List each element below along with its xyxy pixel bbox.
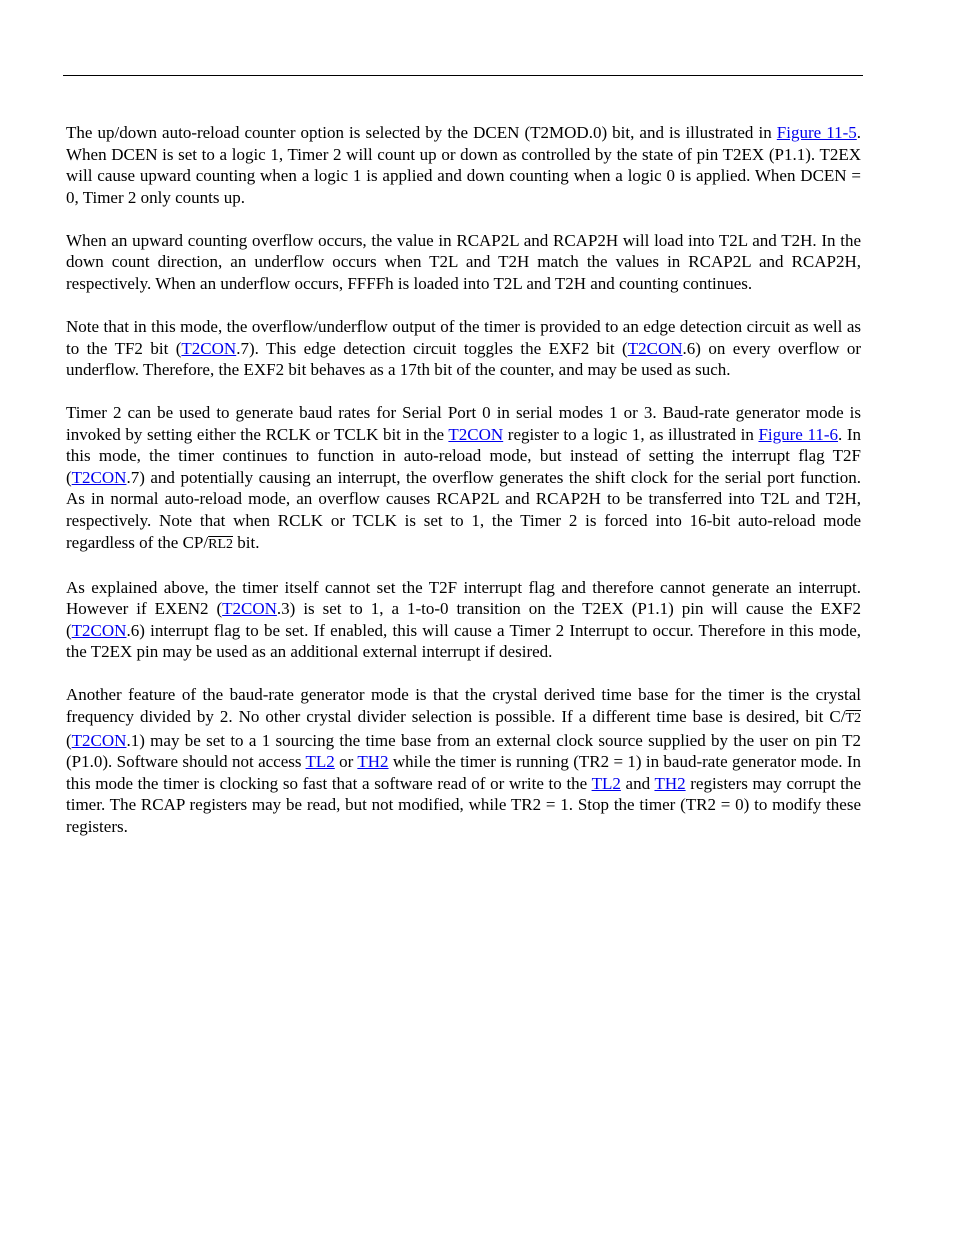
link-t2con[interactable]: T2CON: [222, 599, 277, 619]
link-tl2[interactable]: TL2: [591, 773, 621, 793]
link-th2[interactable]: TH2: [357, 752, 389, 772]
text: The up/down auto-reload counter option is selected by the DCEN (T2MOD.0) bit, and is illustrated in: [66, 123, 777, 142]
text: .3) is set to 1, a 1-to-0 transition on the T2EX (P1.1) pin will cause the EXF2 (: [66, 599, 861, 640]
text: .6) on every overflow or underflow. Therefore, the EXF2 bit behaves as a 17th bit of the counter, and may be used as such.: [66, 338, 861, 380]
link-t2con[interactable]: T2CON: [71, 620, 127, 640]
overline-rl2: RL2: [208, 536, 233, 552]
text: register to a logic 1, as illustrated in: [503, 424, 759, 444]
text: while the timer is running (TR2 = 1) in baud-rate generator mode. In this mode the timer is clocking so fast that a software read of or write to the: [66, 752, 862, 793]
link-t2con[interactable]: T2CON: [71, 730, 127, 750]
paragraph-edge-detection: [66, 316, 861, 381]
link-t2con[interactable]: T2CON: [448, 424, 504, 444]
text: .1) may be set to a 1 sourcing the time base from an external clock source supplied by the user on pin T2 (P1.0). Software should not access: [66, 730, 861, 772]
text: and: [620, 773, 655, 793]
text: Another feature of the baud-rate generator mode is that the crystal derived time base for the timer is the crystal frequency divided by 2. No other crystal divider selection is possible. If a different time base is desired, bit C/: [66, 685, 861, 727]
document-body: [66, 122, 861, 838]
text: .7) and potentially causing an interrupt, the overflow generates the shift clock for the serial port function. As in normal auto-reload mode, an overflow causes RCAP2L and RCAP2H to be transferred into T2L and T2H, respectively. Note that when RCLK or TCLK is set to 1, the Timer 2 is forced into 16-bit auto-reload mode regardless of the CP/: [66, 467, 861, 552]
paragraph-overflow: [66, 230, 861, 295]
paragraph-baud-rate-generator: [66, 402, 861, 555]
link-figure-11-5[interactable]: Figure 11-5: [776, 123, 857, 142]
text: As explained above, the timer itself cannot set the T2F interrupt flag and therefore cannot generate an interrupt. However if EXEN2 (: [66, 577, 861, 619]
paragraph-time-base: [66, 684, 861, 837]
text: (: [66, 730, 72, 750]
text: registers may corrupt the timer. The RCAP registers may be read, but not modified, while TR2 = 1. Stop the timer (TR2 = 0) to modify these registers.: [66, 773, 861, 836]
link-tl2[interactable]: TL2: [305, 752, 335, 772]
text: .6) interrupt flag to be set. If enabled, this will cause a Timer 2 Interrupt to occur. Therefore in this mode, the T2EX pin may be used as an additional external interrupt if desired.: [66, 620, 861, 662]
link-figure-11-6[interactable]: Figure 11-6: [758, 424, 838, 444]
text: . In this mode, the timer continues to function in auto-reload mode, but instead of setting the interrupt flag T2F (: [66, 424, 862, 487]
paragraph-updown-counter: [66, 122, 861, 208]
link-t2con[interactable]: T2CON: [71, 467, 127, 487]
text: Note that in this mode, the overflow/underflow output of the timer is provided to an edge detection circuit as well as to the TF2 bit (: [66, 316, 861, 358]
text: or: [334, 752, 358, 772]
text: When an upward counting overflow occurs, the value in RCAP2L and RCAP2H will load into T2L and T2H. In the down count direction, an underflow occurs when T2L and T2H match the values in RCAP2L and RCAP2H, respectively. When an underflow occurs, FFFFh is loaded into T2L and T2H and counting continues.: [66, 230, 861, 293]
header-rule: [63, 75, 863, 76]
link-t2con[interactable]: T2CON: [181, 338, 237, 358]
text: .7). This edge detection circuit toggles the EXF2 bit (: [236, 338, 628, 358]
text: bit.: [233, 532, 260, 552]
text: . When DCEN is set to a logic 1, Timer 2 will count up or down as controlled by the state of pin T2EX (P1.1). T2EX will cause upward counting when a logic 1 is applied and down counting when a logic 0 is applied. When DCEN = 0, Timer 2 only counts up.: [66, 123, 862, 207]
overline-t2: T2: [845, 711, 861, 727]
text: Timer 2 can be used to generate baud rates for Serial Port 0 in serial modes 1 or 3. Baud-rate generator mode is invoked by setting either the RCLK or TCLK bit in the: [66, 403, 861, 444]
link-th2[interactable]: TH2: [654, 773, 686, 793]
link-t2con[interactable]: T2CON: [627, 338, 683, 358]
paragraph-interrupt: [66, 577, 861, 663]
